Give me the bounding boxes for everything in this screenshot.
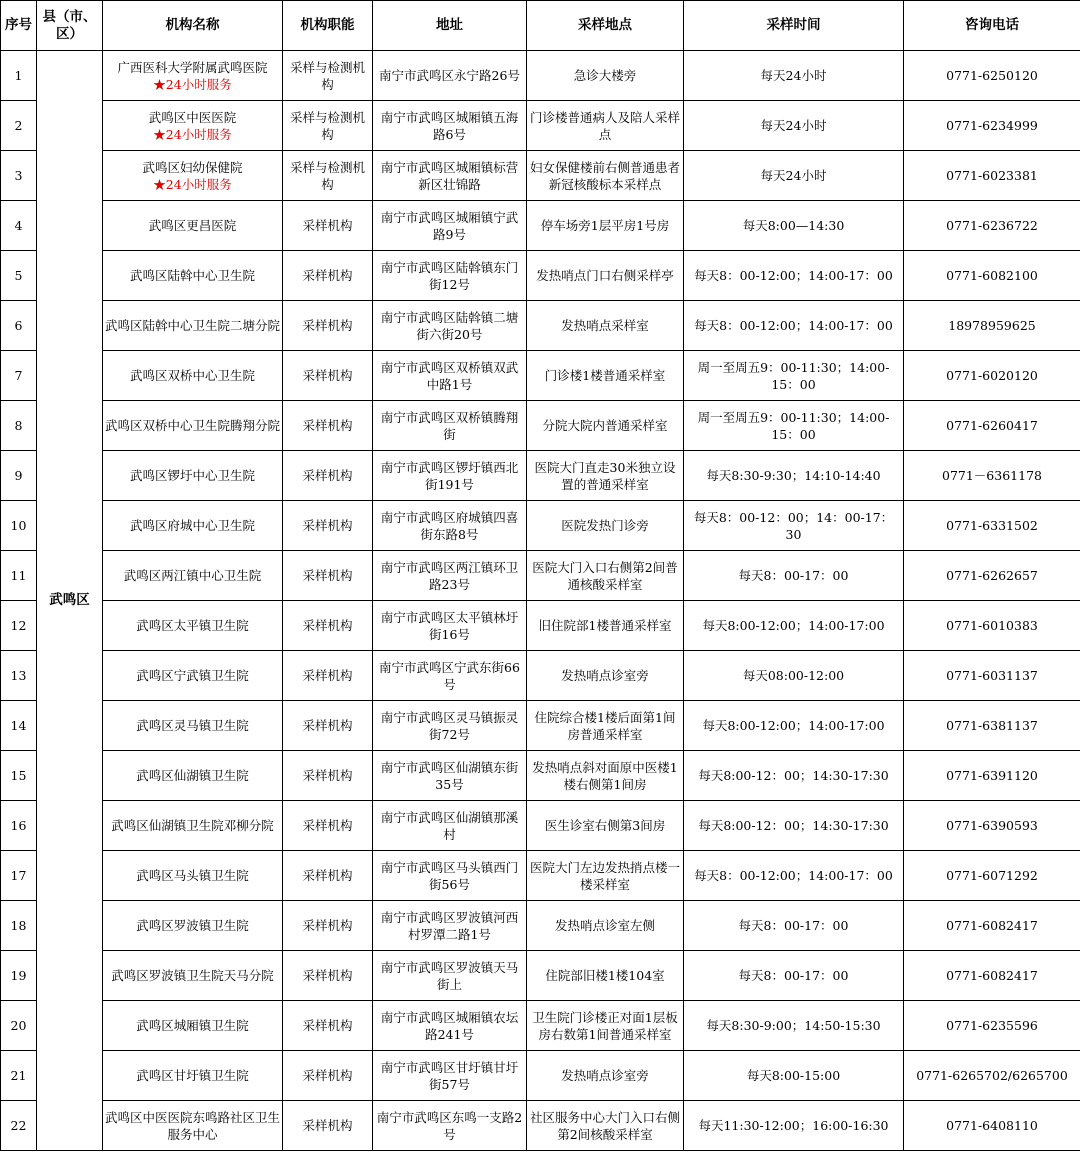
header-time: 采样时间 [684, 1, 904, 51]
institution-name-text: 武鸣区太平镇卫生院 [136, 618, 249, 633]
table-row [1, 1051, 1080, 1101]
phone-number: 0771-6023381 [904, 151, 1080, 201]
institution-name [103, 651, 283, 701]
header-county: 县（市、区） [37, 1, 103, 51]
sampling-site: 住院部旧楼1楼104室 [527, 951, 684, 1001]
institution-name [103, 401, 283, 451]
institution-name-text: 武鸣区仙湖镇卫生院邓柳分院 [111, 818, 274, 833]
row-no: 20 [1, 1001, 37, 1051]
row-no: 21 [1, 1051, 37, 1101]
sampling-site: 发热哨点斜对面原中医楼1楼右侧第1间房 [527, 751, 684, 801]
phone-number: 0771-6262657 [904, 551, 1080, 601]
sampling-site: 门诊楼1楼普通采样室 [527, 351, 684, 401]
phone-number: 0771-6071292 [904, 851, 1080, 901]
institution-name-text: 武鸣区宁武镇卫生院 [136, 668, 249, 683]
institution-function: 采样机构 [283, 951, 373, 1001]
institution-name [103, 351, 283, 401]
institution-name-text: 武鸣区马头镇卫生院 [136, 868, 249, 883]
row-no: 11 [1, 551, 37, 601]
phone-number: 0771-6082417 [904, 901, 1080, 951]
sampling-site: 医生诊室右侧第3间房 [527, 801, 684, 851]
table-row [1, 901, 1080, 951]
table-row [1, 651, 1080, 701]
table-row [1, 101, 1080, 151]
institution-function: 采样与检测机构 [283, 51, 373, 101]
institution-name-text: 武鸣区中医医院 [148, 109, 237, 125]
address: 南宁市武鸣区罗波镇天马街上 [373, 951, 527, 1001]
institution-function: 采样机构 [283, 801, 373, 851]
table-row [1, 201, 1080, 251]
institution-function: 采样机构 [283, 901, 373, 951]
phone-number: 0771-6265702/6265700 [904, 1051, 1080, 1101]
row-no: 4 [1, 201, 37, 251]
header-name: 机构名称 [103, 1, 283, 51]
sampling-time: 每天8：00-12:00；14:00-17：00 [684, 301, 904, 351]
row-no: 13 [1, 651, 37, 701]
institution-name [103, 251, 283, 301]
service-24h-badge: ★24小时服务 [153, 126, 232, 142]
address: 南宁市武鸣区宁武东街66号 [373, 651, 527, 701]
phone-number: 0771-6235596 [904, 1001, 1080, 1051]
sampling-site: 分院大院内普通采样室 [527, 401, 684, 451]
address: 南宁市武鸣区两江镇环卫路23号 [373, 551, 527, 601]
table-row [1, 301, 1080, 351]
sampling-site: 停车场旁1层平房1号房 [527, 201, 684, 251]
sampling-time: 每天8:00-12:00；14:00-17:00 [684, 601, 904, 651]
address: 南宁市武鸣区罗波镇河西村罗潭二路1号 [373, 901, 527, 951]
phone-number: 0771-6082100 [904, 251, 1080, 301]
table-row [1, 951, 1080, 1001]
sampling-site: 卫生院门诊楼正对面1层板房右数第1间普通采样室 [527, 1001, 684, 1051]
institution-name [103, 551, 283, 601]
sampling-site: 发热哨点采样室 [527, 301, 684, 351]
institution-name-text: 武鸣区妇幼保健院 [142, 159, 243, 175]
institution-name [103, 601, 283, 651]
sampling-site: 发热哨点门口右侧采样亭 [527, 251, 684, 301]
sampling-time: 每天8:00-15:00 [684, 1051, 904, 1101]
row-no: 5 [1, 251, 37, 301]
phone-number: 0771－6361178 [904, 451, 1080, 501]
sampling-site: 住院综合楼1楼后面第1间房普通采样室 [527, 701, 684, 751]
sampling-time: 每天24小时 [684, 151, 904, 201]
sampling-site: 妇女保健楼前右侧普通患者新冠核酸标本采样点 [527, 151, 684, 201]
row-no: 22 [1, 1101, 37, 1151]
sampling-site: 急诊大楼旁 [527, 51, 684, 101]
institution-name [103, 1101, 283, 1151]
institution-function: 采样机构 [283, 401, 373, 451]
address: 南宁市武鸣区仙湖镇东街35号 [373, 751, 527, 801]
phone-number: 0771-6391120 [904, 751, 1080, 801]
row-no: 3 [1, 151, 37, 201]
address: 南宁市武鸣区城厢镇五海路6号 [373, 101, 527, 151]
row-no: 10 [1, 501, 37, 551]
address: 南宁市武鸣区府城镇四喜街东路8号 [373, 501, 527, 551]
phone-number: 0771-6381137 [904, 701, 1080, 751]
sampling-time: 每天8:00-12：00；14:30-17:30 [684, 751, 904, 801]
sampling-site: 社区服务中心大门入口右侧第2间核酸采样室 [527, 1101, 684, 1151]
table-row [1, 401, 1080, 451]
phone-number: 18978959625 [904, 301, 1080, 351]
sampling-site: 门诊楼普通病人及陪人采样点 [527, 101, 684, 151]
row-no: 8 [1, 401, 37, 451]
institution-name-text: 武鸣区罗波镇卫生院 [136, 918, 249, 933]
sampling-site: 发热哨点诊室左侧 [527, 901, 684, 951]
header-row [1, 1, 1080, 51]
sampling-site: 医院大门入口右侧第2间普通核酸采样室 [527, 551, 684, 601]
institution-name [103, 1051, 283, 1101]
institution-name [103, 51, 283, 101]
institution-function: 采样机构 [283, 501, 373, 551]
institution-function: 采样机构 [283, 1051, 373, 1101]
table-row [1, 701, 1080, 751]
address: 南宁市武鸣区陆斡镇二塘街六街20号 [373, 301, 527, 351]
sampling-time: 周一至周五9：00-11:30；14:00-15：00 [684, 351, 904, 401]
row-no: 18 [1, 901, 37, 951]
institution-name [103, 851, 283, 901]
institution-name [103, 751, 283, 801]
institution-name-text: 武鸣区锣圩中心卫生院 [129, 468, 255, 483]
phone-number: 0771-6010383 [904, 601, 1080, 651]
service-24h-badge: ★24小时服务 [153, 76, 232, 92]
sampling-site: 医院大门直走30米独立设置的普通采样室 [527, 451, 684, 501]
institution-function: 采样机构 [283, 551, 373, 601]
institution-name [103, 301, 283, 351]
institution-name [103, 501, 283, 551]
header-no: 序号 [1, 1, 37, 51]
table-row [1, 251, 1080, 301]
institution-name-text: 武鸣区中医医院东鸣路社区卫生服务中心 [105, 1109, 281, 1142]
row-no: 14 [1, 701, 37, 751]
table-row [1, 51, 1080, 101]
table-row [1, 1001, 1080, 1051]
institution-name-text: 武鸣区城厢镇卫生院 [136, 1018, 249, 1033]
row-no: 6 [1, 301, 37, 351]
header-function: 机构职能 [283, 1, 373, 51]
phone-number: 0771-6331502 [904, 501, 1080, 551]
sampling-time: 每天8：00-17：00 [684, 951, 904, 1001]
sampling-time: 每天08:00-12:00 [684, 651, 904, 701]
institution-name [103, 1001, 283, 1051]
institution-function: 采样机构 [283, 1001, 373, 1051]
row-no: 1 [1, 51, 37, 101]
sampling-time: 每天8：00-12:00；14:00-17：00 [684, 851, 904, 901]
sampling-site: 医院大门左边发热捎点楼一楼采样室 [527, 851, 684, 901]
sampling-time: 每天8：00-17：00 [684, 551, 904, 601]
table-row [1, 601, 1080, 651]
address: 南宁市武鸣区太平镇林圩街16号 [373, 601, 527, 651]
sampling-time: 每天24小时 [684, 101, 904, 151]
institution-function: 采样机构 [283, 601, 373, 651]
institution-name-text: 广西医科大学附属武鸣医院 [117, 59, 268, 75]
institution-name [103, 451, 283, 501]
table-row [1, 451, 1080, 501]
sampling-time: 每天8:00—14:30 [684, 201, 904, 251]
sampling-time: 每天8：00-12:00；14:00-17：00 [684, 251, 904, 301]
sampling-site: 旧住院部1楼普通采样室 [527, 601, 684, 651]
address: 南宁市武鸣区仙湖镇那溪村 [373, 801, 527, 851]
sampling-time: 周一至周五9：00-11:30；14:00-15：00 [684, 401, 904, 451]
sampling-time: 每天8:30-9:00；14:50-15:30 [684, 1001, 904, 1051]
institution-name [103, 701, 283, 751]
sampling-time: 每天24小时 [684, 51, 904, 101]
row-no: 15 [1, 751, 37, 801]
institution-name-text: 武鸣区灵马镇卫生院 [136, 718, 249, 733]
table-row [1, 1101, 1080, 1151]
institution-name-text: 武鸣区仙湖镇卫生院 [136, 768, 249, 783]
address: 南宁市武鸣区陆斡镇东门街12号 [373, 251, 527, 301]
table-row [1, 551, 1080, 601]
institution-name-text: 武鸣区罗波镇卫生院天马分院 [111, 968, 274, 983]
row-no: 16 [1, 801, 37, 851]
address: 南宁市武鸣区东鸣一支路2号 [373, 1101, 527, 1151]
phone-number: 0771-6260417 [904, 401, 1080, 451]
address: 南宁市武鸣区双桥镇双武中路1号 [373, 351, 527, 401]
phone-number: 0771-6020120 [904, 351, 1080, 401]
sampling-time: 每天8：00-12：00；14：00-17：30 [684, 501, 904, 551]
institution-name-text: 武鸣区两江镇中心卫生院 [123, 568, 262, 583]
institution-function: 采样机构 [283, 201, 373, 251]
phone-number: 0771-6234999 [904, 101, 1080, 151]
sampling-time: 每天11:30-12:00；16:00-16:30 [684, 1101, 904, 1151]
institution-name [103, 801, 283, 851]
institution-function: 采样机构 [283, 251, 373, 301]
institution-function: 采样机构 [283, 351, 373, 401]
header-phone: 咨询电话 [904, 1, 1080, 51]
row-no: 2 [1, 101, 37, 151]
institution-name [103, 951, 283, 1001]
address: 南宁市武鸣区甘圩镇甘圩街57号 [373, 1051, 527, 1101]
table-row [1, 851, 1080, 901]
address: 南宁市武鸣区城厢镇标营新区壮锦路 [373, 151, 527, 201]
service-24h-badge: ★24小时服务 [153, 176, 232, 192]
institution-name-text: 武鸣区双桥中心卫生院腾翔分院 [105, 418, 281, 433]
row-no: 9 [1, 451, 37, 501]
sampling-time: 每天8:00-12：00；14:30-17:30 [684, 801, 904, 851]
institution-function: 采样机构 [283, 701, 373, 751]
institution-function: 采样机构 [283, 451, 373, 501]
phone-number: 0771-6031137 [904, 651, 1080, 701]
institution-function: 采样机构 [283, 1101, 373, 1151]
institution-name-text: 武鸣区甘圩镇卫生院 [136, 1068, 249, 1083]
header-site: 采样地点 [527, 1, 684, 51]
table-row [1, 751, 1080, 801]
institution-function: 采样与检测机构 [283, 101, 373, 151]
institution-name-text: 武鸣区更昌医院 [148, 218, 237, 233]
sampling-site: 发热哨点诊室旁 [527, 1051, 684, 1101]
institution-name-text: 武鸣区陆斡中心卫生院 [129, 268, 255, 283]
address: 南宁市武鸣区灵马镇振灵街72号 [373, 701, 527, 751]
institution-name-text: 武鸣区双桥中心卫生院 [129, 368, 255, 383]
sampling-time: 每天8:00-12:00；14:00-17:00 [684, 701, 904, 751]
institution-function: 采样机构 [283, 651, 373, 701]
address: 南宁市武鸣区城厢镇宁武路9号 [373, 201, 527, 251]
row-no: 17 [1, 851, 37, 901]
header-address: 地址 [373, 1, 527, 51]
sampling-time: 每天8：00-17：00 [684, 901, 904, 951]
address: 南宁市武鸣区双桥镇腾翔街 [373, 401, 527, 451]
row-no: 12 [1, 601, 37, 651]
institution-function: 采样机构 [283, 301, 373, 351]
address: 南宁市武鸣区城厢镇农坛路241号 [373, 1001, 527, 1051]
institution-name-text: 武鸣区陆斡中心卫生院二塘分院 [105, 318, 281, 333]
sampling-time: 每天8:30-9:30；14:10-14:40 [684, 451, 904, 501]
table-row [1, 501, 1080, 551]
institution-function: 采样与检测机构 [283, 151, 373, 201]
sampling-site: 医院发热门诊旁 [527, 501, 684, 551]
institution-name [103, 901, 283, 951]
phone-number: 0771-6082417 [904, 951, 1080, 1001]
institution-function: 采样机构 [283, 751, 373, 801]
county-cell: 武鸣区 [37, 51, 103, 1151]
sampling-site: 发热哨点诊室旁 [527, 651, 684, 701]
phone-number: 0771-6408110 [904, 1101, 1080, 1151]
table-row [1, 351, 1080, 401]
address: 南宁市武鸣区永宁路26号 [373, 51, 527, 101]
phone-number: 0771-6250120 [904, 51, 1080, 101]
address: 南宁市武鸣区马头镇西门街56号 [373, 851, 527, 901]
institution-function: 采样机构 [283, 851, 373, 901]
phone-number: 0771-6390593 [904, 801, 1080, 851]
row-no: 7 [1, 351, 37, 401]
table-row [1, 151, 1080, 201]
table-row [1, 801, 1080, 851]
institution-name [103, 151, 283, 201]
phone-number: 0771-6236722 [904, 201, 1080, 251]
institution-name [103, 201, 283, 251]
institution-name-text: 武鸣区府城中心卫生院 [129, 518, 255, 533]
institution-name [103, 101, 283, 151]
address: 南宁市武鸣区锣圩镇西北街191号 [373, 451, 527, 501]
row-no: 19 [1, 951, 37, 1001]
